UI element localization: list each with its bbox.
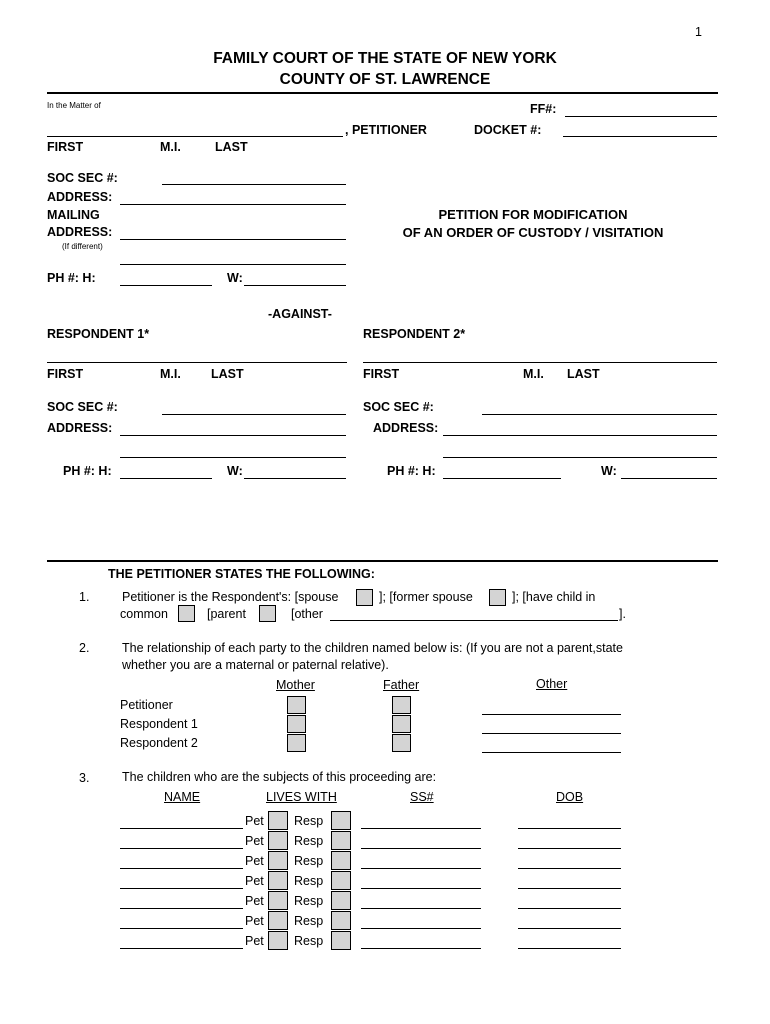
parent-checkbox[interactable] bbox=[259, 605, 276, 622]
respondent1-soc-sec-field[interactable] bbox=[162, 414, 346, 415]
lives-with-resp-checkbox[interactable] bbox=[331, 931, 351, 950]
petitioner-phone-home-field[interactable] bbox=[120, 285, 212, 286]
lives-with-resp-checkbox[interactable] bbox=[331, 891, 351, 910]
petitioner-father-checkbox[interactable] bbox=[392, 696, 411, 714]
item1-text-f: [other bbox=[291, 607, 323, 621]
petition-title-line2: OF AN ORDER OF CUSTODY / VISITATION bbox=[402, 225, 664, 240]
respondent1-mother-checkbox[interactable] bbox=[287, 715, 306, 733]
pet-label: Pet bbox=[245, 914, 264, 928]
child-ss-field[interactable] bbox=[361, 828, 481, 829]
father-column-header: Father bbox=[383, 678, 420, 692]
petitioner-name-field[interactable] bbox=[47, 136, 343, 137]
in-matter-of-label: In the Matter of bbox=[47, 101, 101, 110]
pet-label: Pet bbox=[245, 814, 264, 828]
petitioner-address-label: ADDRESS: bbox=[47, 190, 113, 204]
ff-label: FF#: bbox=[530, 102, 557, 116]
item1-text-e: [parent bbox=[207, 607, 246, 621]
lives-with-column-header: LIVES WITH bbox=[266, 790, 337, 804]
respondent1-mi-label: M.I. bbox=[160, 367, 181, 381]
relationship-row-respondent1: Respondent 1 bbox=[120, 717, 198, 731]
respondent1-phone-home-field[interactable] bbox=[120, 478, 212, 479]
respondent1-first-label: FIRST bbox=[47, 367, 84, 381]
ff-field[interactable] bbox=[565, 116, 717, 117]
child-ss-field[interactable] bbox=[361, 868, 481, 869]
respondent2-mother-checkbox[interactable] bbox=[287, 734, 306, 752]
lives-with-pet-checkbox[interactable] bbox=[268, 911, 288, 930]
lives-with-resp-checkbox[interactable] bbox=[331, 911, 351, 930]
child-name-field[interactable] bbox=[120, 888, 243, 889]
petitioner-mi-label: M.I. bbox=[160, 140, 181, 154]
relationship-row-respondent2: Respondent 2 bbox=[120, 736, 198, 750]
respondent2-address-field[interactable] bbox=[443, 435, 717, 436]
lives-with-pet-checkbox[interactable] bbox=[268, 831, 288, 850]
lives-with-pet-checkbox[interactable] bbox=[268, 811, 288, 830]
docket-field[interactable] bbox=[563, 136, 717, 137]
county-title: COUNTY OF ST. LAWRENCE bbox=[279, 71, 491, 88]
child-name-field[interactable] bbox=[120, 828, 243, 829]
lives-with-resp-checkbox[interactable] bbox=[331, 871, 351, 890]
child-name-field[interactable] bbox=[120, 928, 243, 929]
item1-text-d: common bbox=[120, 607, 168, 621]
spouse-checkbox[interactable] bbox=[356, 589, 373, 606]
respondent1-father-checkbox[interactable] bbox=[392, 715, 411, 733]
pet-label: Pet bbox=[245, 874, 264, 888]
child-ss-field[interactable] bbox=[361, 948, 481, 949]
former-spouse-checkbox[interactable] bbox=[489, 589, 506, 606]
mother-column-header: Mother bbox=[276, 678, 315, 692]
lives-with-pet-checkbox[interactable] bbox=[268, 891, 288, 910]
item1-text-a: Petitioner is the Respondent's: [spouse bbox=[122, 590, 339, 604]
page-number: 1 bbox=[695, 25, 702, 39]
petitioner-address-field[interactable] bbox=[120, 204, 346, 205]
respondent2-phone-work-field[interactable] bbox=[621, 478, 717, 479]
lives-with-resp-checkbox[interactable] bbox=[331, 831, 351, 850]
respondent2-mi-label: M.I. bbox=[523, 367, 544, 381]
petitioner-other-field[interactable] bbox=[482, 714, 621, 715]
respondent2-phone-home-label: PH #: H: bbox=[387, 464, 436, 478]
name-column-header: NAME bbox=[164, 790, 201, 804]
header-rule bbox=[47, 92, 718, 94]
item3-text: The children who are the subjects of this proceeding are: bbox=[122, 770, 437, 784]
resp-label: Resp bbox=[294, 834, 324, 848]
lives-with-pet-checkbox[interactable] bbox=[268, 931, 288, 950]
child-name-field[interactable] bbox=[120, 908, 243, 909]
respondent2-first-label: FIRST bbox=[363, 367, 400, 381]
respondent1-name-field[interactable] bbox=[47, 362, 347, 363]
respondent2-address-label: ADDRESS: bbox=[373, 421, 439, 435]
respondent2-phone-home-field[interactable] bbox=[443, 478, 561, 479]
petitioner-phone-home-label: PH #: H: bbox=[47, 271, 96, 285]
child-ss-field[interactable] bbox=[361, 848, 481, 849]
petitioner-mailing-address-field-2[interactable] bbox=[120, 264, 346, 265]
pet-label: Pet bbox=[245, 894, 264, 908]
petitioner-phone-work-label: W: bbox=[227, 271, 243, 285]
dob-column-header: DOB bbox=[556, 790, 584, 804]
respondent2-address-field-2[interactable] bbox=[443, 457, 717, 458]
child-dob-field[interactable] bbox=[518, 928, 621, 929]
child-dob-field[interactable] bbox=[518, 888, 621, 889]
child-ss-field[interactable] bbox=[361, 908, 481, 909]
child-ss-field[interactable] bbox=[361, 888, 481, 889]
resp-label: Resp bbox=[294, 914, 324, 928]
other-relationship-field[interactable] bbox=[330, 620, 618, 621]
respondent2-father-checkbox[interactable] bbox=[392, 734, 411, 752]
lives-with-pet-checkbox[interactable] bbox=[268, 871, 288, 890]
lives-with-pet-checkbox[interactable] bbox=[268, 851, 288, 870]
respondent2-soc-sec-label: SOC SEC #: bbox=[363, 400, 434, 414]
respondent2-soc-sec-field[interactable] bbox=[482, 414, 717, 415]
respondent2-heading: RESPONDENT 2* bbox=[363, 327, 466, 341]
resp-label: Resp bbox=[294, 854, 324, 868]
court-title: FAMILY COURT OF THE STATE OF NEW YORK bbox=[213, 50, 557, 67]
docket-label: DOCKET #: bbox=[474, 123, 542, 137]
against-label: -AGAINST- bbox=[268, 307, 332, 321]
petitioner-mailing-address-label: ADDRESS: bbox=[47, 225, 113, 239]
respondent2-last-label: LAST bbox=[567, 367, 600, 381]
petitioner-label: , PETITIONER bbox=[345, 123, 427, 137]
respondent1-last-label: LAST bbox=[211, 367, 244, 381]
petition-title-line1: PETITION FOR MODIFICATION bbox=[438, 207, 628, 222]
respondent2-phone-work-label: W: bbox=[601, 464, 617, 478]
item1-text-g: ]. bbox=[619, 607, 626, 621]
item2-number: 2. bbox=[79, 641, 90, 655]
item2-text-line2: whether you are a maternal or paternal relative). bbox=[122, 658, 389, 672]
respondent1-heading: RESPONDENT 1* bbox=[47, 327, 150, 341]
respondent1-address-field[interactable] bbox=[120, 435, 346, 436]
petitioner-first-label: FIRST bbox=[47, 140, 84, 154]
resp-label: Resp bbox=[294, 934, 324, 948]
child-name-field[interactable] bbox=[120, 868, 243, 869]
statements-heading: THE PETITIONER STATES THE FOLLOWING: bbox=[108, 567, 375, 581]
if-different-note: (If different) bbox=[62, 242, 103, 251]
petitioner-mailing-label: MAILING bbox=[47, 208, 100, 222]
resp-label: Resp bbox=[294, 894, 324, 908]
respondent1-soc-sec-label: SOC SEC #: bbox=[47, 400, 118, 414]
petitioner-mailing-address-field[interactable] bbox=[120, 239, 346, 240]
respondent1-address-field-2[interactable] bbox=[120, 457, 346, 458]
item2-text-line1: The relationship of each party to the children named below is: (If you are not a parent,state bbox=[122, 641, 623, 655]
child-dob-field[interactable] bbox=[518, 948, 621, 949]
item1-text-b: ]; [former spouse bbox=[379, 590, 473, 604]
child-dob-field[interactable] bbox=[518, 868, 621, 869]
child-dob-field[interactable] bbox=[518, 828, 621, 829]
respondent1-phone-work-field[interactable] bbox=[244, 478, 346, 479]
child-dob-field[interactable] bbox=[518, 848, 621, 849]
respondent1-other-field[interactable] bbox=[482, 733, 621, 734]
relationship-row-petitioner: Petitioner bbox=[120, 698, 173, 712]
child-ss-field[interactable] bbox=[361, 928, 481, 929]
child-name-field[interactable] bbox=[120, 848, 243, 849]
respondent2-other-field[interactable] bbox=[482, 752, 621, 753]
item1-number: 1. bbox=[79, 590, 90, 604]
resp-label: Resp bbox=[294, 874, 324, 888]
child-dob-field[interactable] bbox=[518, 908, 621, 909]
petitioner-phone-work-field[interactable] bbox=[244, 285, 346, 286]
item3-number: 3. bbox=[79, 771, 90, 785]
petitioner-soc-sec-label: SOC SEC #: bbox=[47, 171, 118, 185]
statements-rule bbox=[47, 560, 718, 562]
pet-label: Pet bbox=[245, 834, 264, 848]
respondent1-phone-work-label: W: bbox=[227, 464, 243, 478]
petitioner-last-label: LAST bbox=[215, 140, 248, 154]
lives-with-resp-checkbox[interactable] bbox=[331, 851, 351, 870]
petitioner-soc-sec-field[interactable] bbox=[162, 184, 346, 185]
child-name-field[interactable] bbox=[120, 948, 243, 949]
ss-column-header: SS# bbox=[410, 790, 434, 804]
have-child-in-common-checkbox[interactable] bbox=[178, 605, 195, 622]
pet-label: Pet bbox=[245, 934, 264, 948]
item1-text-c: ]; [have child in bbox=[512, 590, 596, 604]
respondent1-address-label: ADDRESS: bbox=[47, 421, 113, 435]
respondent2-name-field[interactable] bbox=[363, 362, 717, 363]
respondent1-phone-home-label: PH #: H: bbox=[63, 464, 112, 478]
other-column-header: Other bbox=[536, 677, 568, 691]
petitioner-mother-checkbox[interactable] bbox=[287, 696, 306, 714]
lives-with-resp-checkbox[interactable] bbox=[331, 811, 351, 830]
pet-label: Pet bbox=[245, 854, 264, 868]
resp-label: Resp bbox=[294, 814, 324, 828]
